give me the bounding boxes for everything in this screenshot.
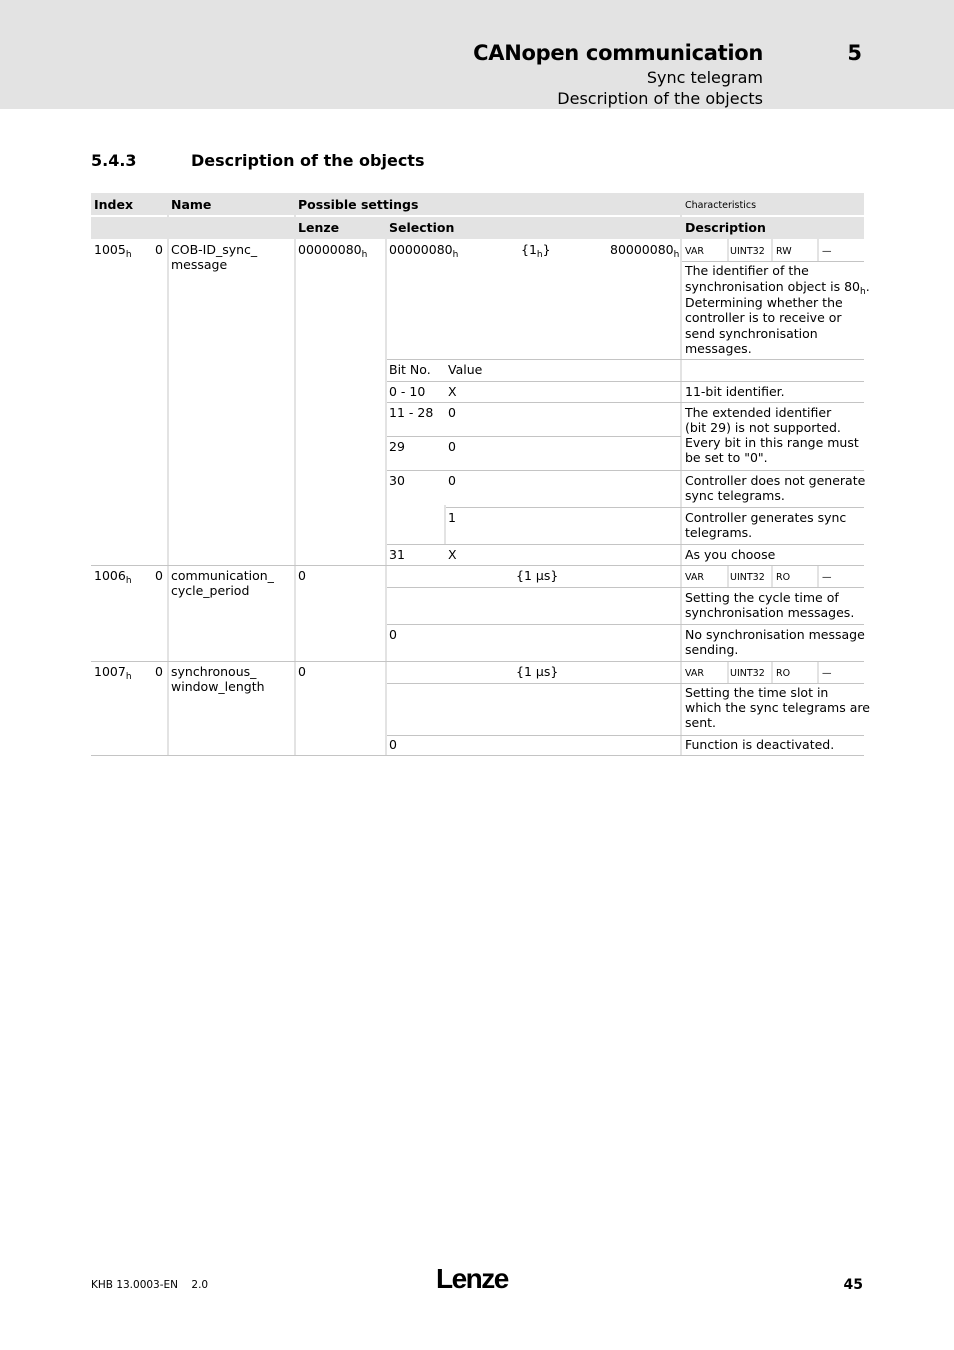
selection-unit: {1 µs} bbox=[516, 664, 559, 679]
description-line: messages. bbox=[685, 341, 752, 356]
char-access: RW bbox=[776, 246, 792, 257]
bit-no-header: Bit No. bbox=[389, 362, 431, 377]
col-header-selection: Selection bbox=[389, 220, 455, 235]
col-header-lenze: Lenze bbox=[298, 220, 340, 235]
col-divider bbox=[680, 193, 682, 756]
bit-value: 0 bbox=[448, 405, 456, 420]
description-line: Setting the cycle time of bbox=[685, 590, 839, 605]
char-type: VAR bbox=[685, 668, 704, 679]
col-header-description: Description bbox=[685, 220, 766, 235]
char-datatype: UINT32 bbox=[730, 246, 765, 257]
col-divider bbox=[817, 239, 819, 261]
lenze-setting: 0 bbox=[298, 568, 306, 583]
lenze-logo bbox=[436, 1264, 516, 1298]
index-1006: $1006_h$ bbox=[94, 568, 132, 586]
bit-description: be set to "0". bbox=[685, 450, 768, 465]
description-line: Setting the time slot in bbox=[685, 685, 829, 700]
bit-description: Every bit in this range must bbox=[685, 435, 859, 450]
char-extra: — bbox=[822, 668, 832, 679]
subindex: 0 bbox=[155, 568, 163, 583]
char-access: RO bbox=[776, 668, 791, 679]
value-description: Function is deactivated. bbox=[685, 737, 835, 752]
char-type: VAR bbox=[685, 572, 704, 583]
bit-no: 11 - 28 bbox=[389, 405, 434, 420]
object-name: cycle_period bbox=[171, 583, 250, 598]
chapter-title: CANopen communication bbox=[473, 41, 763, 65]
subindex: 0 bbox=[155, 664, 163, 679]
bit-no: 0 - 10 bbox=[389, 384, 426, 399]
col-divider bbox=[817, 565, 819, 587]
bit-description: Controller generates sync bbox=[685, 510, 847, 525]
bit-no: 31 bbox=[389, 547, 405, 562]
char-datatype: UINT32 bbox=[730, 572, 765, 583]
description-line: synchronisation messages. bbox=[685, 605, 855, 620]
description-line: Determining whether the bbox=[685, 295, 843, 310]
object-name: message bbox=[171, 257, 228, 272]
value-header: Value bbox=[448, 362, 483, 377]
col-header-characteristics: Characteristics bbox=[685, 200, 757, 211]
description-line: controller is to receive or bbox=[685, 310, 842, 325]
bit-description: sync telegrams. bbox=[685, 488, 785, 503]
bit-value: X bbox=[448, 384, 457, 399]
bit-value: 1 bbox=[448, 510, 456, 525]
char-type: VAR bbox=[685, 246, 704, 257]
col-header-index: Index bbox=[94, 197, 134, 212]
selection-min: $00000080_h$ bbox=[389, 242, 459, 260]
object-name: window_length bbox=[171, 679, 265, 694]
col-divider bbox=[771, 565, 773, 587]
col-divider bbox=[294, 193, 296, 756]
subindex: 0 bbox=[155, 242, 163, 257]
chapter-number: 5 bbox=[847, 41, 862, 65]
lenze-setting: 0 bbox=[298, 664, 306, 679]
bit-description: Controller does not generate bbox=[685, 473, 866, 488]
section-title: Description of the objects bbox=[191, 151, 425, 170]
bit-value: 0 bbox=[448, 473, 456, 488]
value-description: No synchronisation message bbox=[685, 627, 865, 642]
bit-description: The extended identifier bbox=[685, 405, 832, 420]
col-divider bbox=[727, 239, 729, 261]
section-number: 5.4.3 bbox=[91, 151, 137, 170]
col-divider bbox=[817, 661, 819, 683]
bit-description: telegrams. bbox=[685, 525, 753, 540]
bit-description: (bit 29) is not supported. bbox=[685, 420, 841, 435]
bit-value: X bbox=[448, 547, 457, 562]
page-number: 45 bbox=[843, 1277, 863, 1293]
description-line: The identifier of the bbox=[685, 263, 809, 278]
header-subtitle-1: Sync telegram bbox=[646, 68, 763, 87]
index-1005: $1005_h$ bbox=[94, 242, 132, 260]
object-name: COB-ID_sync_ bbox=[171, 242, 258, 257]
selection-max: $80000080_h$ bbox=[610, 242, 680, 260]
col-divider bbox=[727, 661, 729, 683]
col-divider bbox=[167, 193, 169, 756]
col-divider bbox=[444, 505, 446, 544]
selection-step: $\{1_h\}$ bbox=[521, 242, 551, 260]
value-description: sending. bbox=[685, 642, 739, 657]
bit-no: 29 bbox=[389, 439, 405, 454]
col-header-name: Name bbox=[171, 197, 212, 212]
object-name: synchronous_ bbox=[171, 664, 257, 679]
col-divider bbox=[385, 217, 387, 756]
description-line: synchronisation object is $80_h$. bbox=[685, 279, 870, 297]
header-subtitle-2: Description of the objects bbox=[557, 89, 763, 108]
col-divider bbox=[771, 239, 773, 261]
value-zero: 0 bbox=[389, 737, 397, 752]
bit-value: 0 bbox=[448, 439, 456, 454]
description-line: sent. bbox=[685, 715, 716, 730]
value-zero: 0 bbox=[389, 627, 397, 642]
lenze-setting: $00000080_h$ bbox=[298, 242, 368, 260]
index-1007: $1007_h$ bbox=[94, 664, 132, 682]
bit-no: 30 bbox=[389, 473, 405, 488]
char-extra: — bbox=[822, 246, 832, 257]
col-divider bbox=[727, 565, 729, 587]
bit-description: As you choose bbox=[685, 547, 776, 562]
char-extra: — bbox=[822, 572, 832, 583]
description-line: which the sync telegrams are bbox=[685, 700, 870, 715]
char-datatype: UINT32 bbox=[730, 668, 765, 679]
svg-text:Lenze: Lenze bbox=[436, 1264, 508, 1294]
page-header bbox=[0, 0, 954, 109]
description-line: send synchronisation bbox=[685, 326, 818, 341]
col-header-possible-settings: Possible settings bbox=[298, 197, 419, 212]
footer-document-id: KHB 13.0003-EN 2.0 bbox=[91, 1279, 209, 1291]
char-access: RO bbox=[776, 572, 791, 583]
object-name: communication_ bbox=[171, 568, 274, 583]
bit-description: 11-bit identifier. bbox=[685, 384, 785, 399]
col-divider bbox=[771, 661, 773, 683]
selection-unit: {1 µs} bbox=[516, 568, 559, 583]
